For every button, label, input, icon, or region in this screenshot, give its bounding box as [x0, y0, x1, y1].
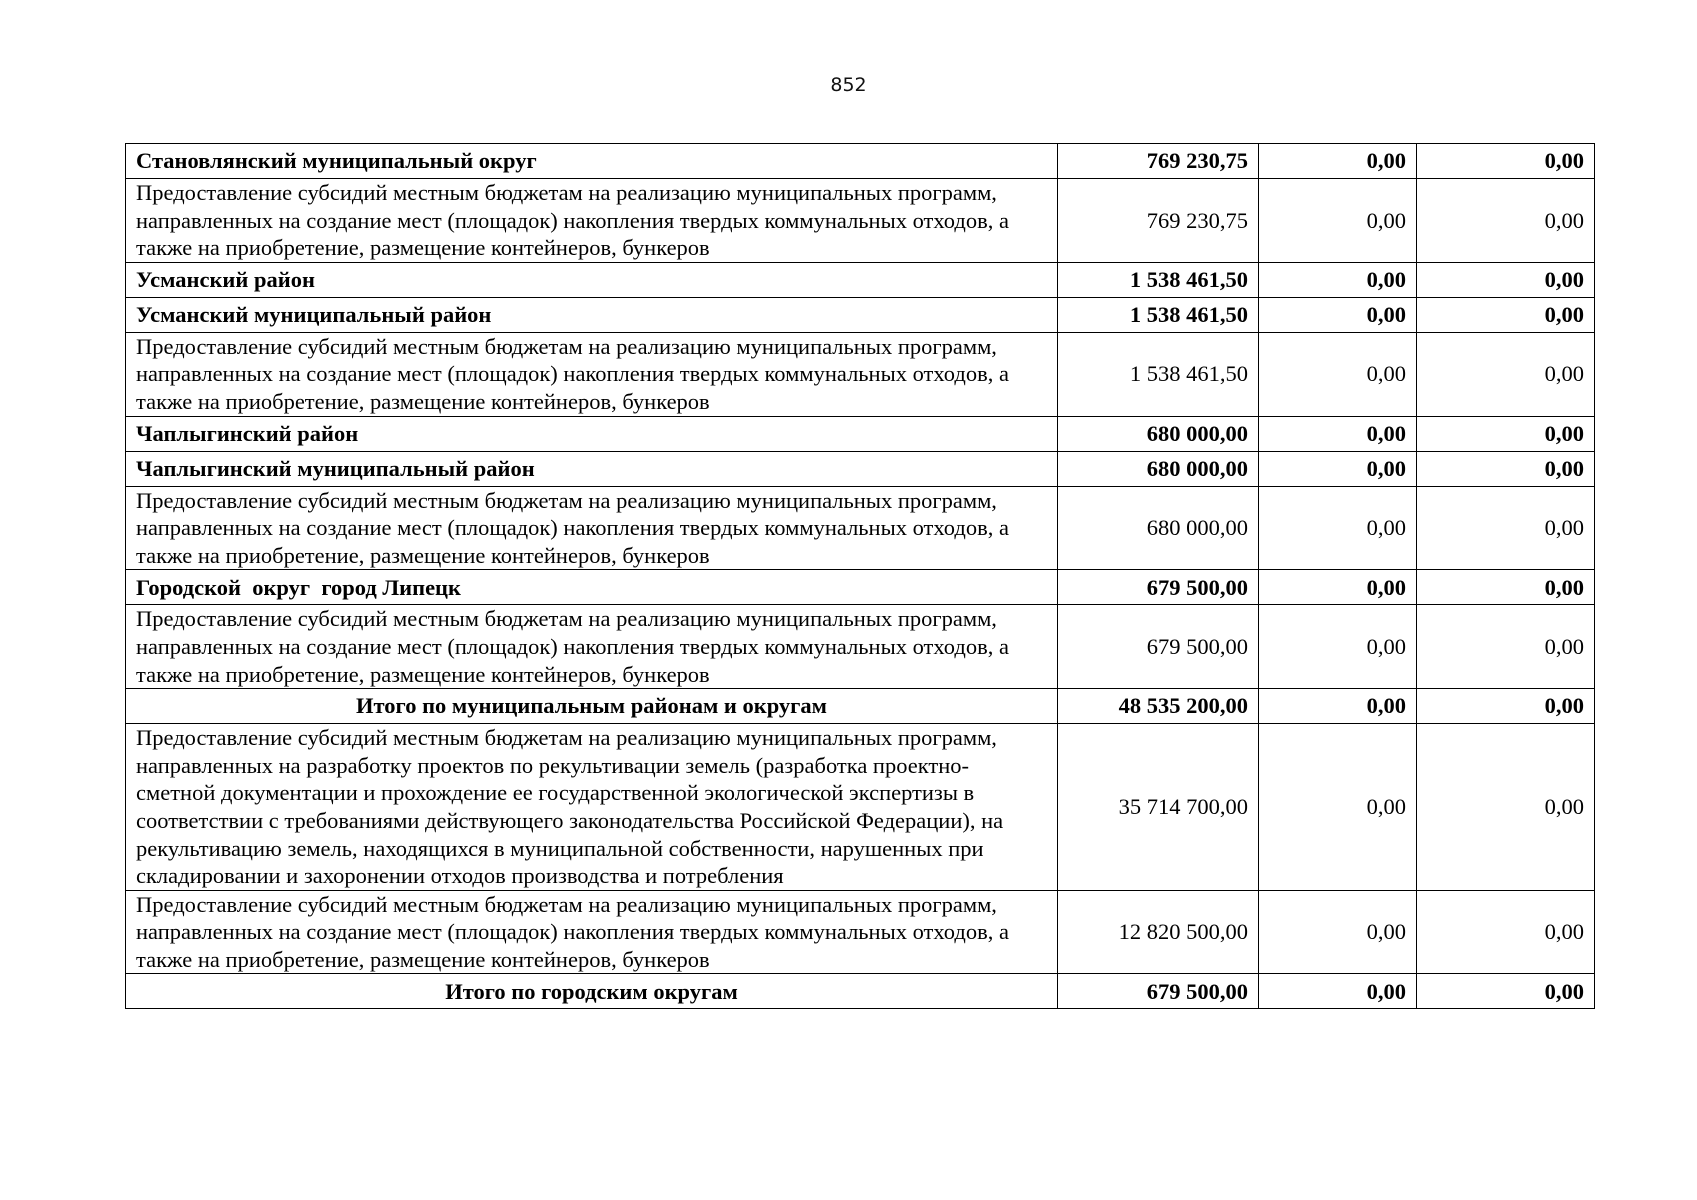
amount-cell: 0,00 [1259, 605, 1417, 689]
row-label: Городской округ город Липецк [126, 570, 1058, 605]
amount-cell: 769 230,75 [1058, 144, 1259, 179]
total-label: Итого по муниципальным районам и округам [126, 689, 1058, 724]
amount-cell: 0,00 [1259, 451, 1417, 486]
amount-cell: 0,00 [1259, 332, 1417, 416]
amount-cell: 679 500,00 [1058, 605, 1259, 689]
amount-cell: 0,00 [1417, 724, 1595, 891]
table-row [126, 451, 1595, 486]
amount-cell: 0,00 [1417, 974, 1595, 1009]
amount-cell: 0,00 [1259, 724, 1417, 891]
amount-cell: 0,00 [1259, 179, 1417, 263]
amount-cell: 0,00 [1417, 451, 1595, 486]
amount-cell: 12 820 500,00 [1058, 890, 1259, 974]
row-label: Предоставление субсидий местным бюджетам на реализацию муниципальных программ, направленных на создание мест (площадок) накопления твердых коммунальных отходов, а также на приобретение, размещение контейнеров, бункеров [126, 332, 1058, 416]
table-row-total [126, 974, 1595, 1009]
amount-cell: 0,00 [1417, 262, 1595, 297]
table-row-total [126, 689, 1595, 724]
amount-cell: 0,00 [1417, 486, 1595, 570]
amount-cell: 0,00 [1259, 890, 1417, 974]
table-row [126, 890, 1595, 974]
amount-cell: 0,00 [1417, 890, 1595, 974]
row-label: Предоставление субсидий местным бюджетам на реализацию муниципальных программ, направленных на разработку проектов по рекультивации земель (разработка проектно-сметной документации и прохождение ее государственной экологической экспертизы в соответствии с требованиями действующего законодательства Российской Федерации), на рекультивацию земель, находящихся в муниципальной собственности, нарушенных при складировании и захоронении отходов производства и потребления [126, 724, 1058, 891]
table-row [126, 179, 1595, 263]
amount-cell: 680 000,00 [1058, 486, 1259, 570]
table-row [126, 297, 1595, 332]
amount-cell: 0,00 [1259, 416, 1417, 451]
budget-table [125, 143, 1595, 1009]
amount-cell: 0,00 [1417, 689, 1595, 724]
amount-cell: 0,00 [1417, 332, 1595, 416]
row-label: Предоставление субсидий местным бюджетам на реализацию муниципальных программ, направленных на создание мест (площадок) накопления твердых коммунальных отходов, а также на приобретение, размещение контейнеров, бункеров [126, 179, 1058, 263]
amount-cell: 0,00 [1259, 689, 1417, 724]
amount-cell: 0,00 [1417, 144, 1595, 179]
amount-cell: 680 000,00 [1058, 416, 1259, 451]
table-row [126, 332, 1595, 416]
budget-table-body [126, 144, 1595, 1009]
table-row [126, 262, 1595, 297]
amount-cell: 1 538 461,50 [1058, 262, 1259, 297]
table-row [126, 144, 1595, 179]
amount-cell: 0,00 [1417, 297, 1595, 332]
row-label: Чаплыгинский муниципальный район [126, 451, 1058, 486]
amount-cell: 0,00 [1259, 486, 1417, 570]
table-row [126, 605, 1595, 689]
amount-cell: 0,00 [1259, 262, 1417, 297]
total-label: Итого по городским округам [126, 974, 1058, 1009]
row-label: Предоставление субсидий местным бюджетам на реализацию муниципальных программ, направленных на создание мест (площадок) накопления твердых коммунальных отходов, а также на приобретение, размещение контейнеров, бункеров [126, 605, 1058, 689]
amount-cell: 679 500,00 [1058, 974, 1259, 1009]
table-row [126, 416, 1595, 451]
amount-cell: 0,00 [1417, 605, 1595, 689]
row-label: Чаплыгинский район [126, 416, 1058, 451]
row-label: Предоставление субсидий местным бюджетам на реализацию муниципальных программ, направленных на создание мест (площадок) накопления твердых коммунальных отходов, а также на приобретение, размещение контейнеров, бункеров [126, 486, 1058, 570]
table-row [126, 486, 1595, 570]
row-label: Усманский район [126, 262, 1058, 297]
row-label: Усманский муниципальный район [126, 297, 1058, 332]
amount-cell: 0,00 [1417, 416, 1595, 451]
amount-cell: 35 714 700,00 [1058, 724, 1259, 891]
amount-cell: 0,00 [1417, 570, 1595, 605]
amount-cell: 0,00 [1259, 297, 1417, 332]
amount-cell: 679 500,00 [1058, 570, 1259, 605]
page-number: 852 [830, 74, 867, 96]
amount-cell: 0,00 [1417, 179, 1595, 263]
row-label: Становлянский муниципальный округ [126, 144, 1058, 179]
table-row [126, 570, 1595, 605]
amount-cell: 0,00 [1259, 570, 1417, 605]
amount-cell: 0,00 [1259, 144, 1417, 179]
amount-cell: 48 535 200,00 [1058, 689, 1259, 724]
row-label: Предоставление субсидий местным бюджетам на реализацию муниципальных программ, направленных на создание мест (площадок) накопления твердых коммунальных отходов, а также на приобретение, размещение контейнеров, бункеров [126, 890, 1058, 974]
amount-cell: 1 538 461,50 [1058, 332, 1259, 416]
amount-cell: 769 230,75 [1058, 179, 1259, 263]
table-row [126, 724, 1595, 891]
amount-cell: 680 000,00 [1058, 451, 1259, 486]
amount-cell: 1 538 461,50 [1058, 297, 1259, 332]
amount-cell: 0,00 [1259, 974, 1417, 1009]
